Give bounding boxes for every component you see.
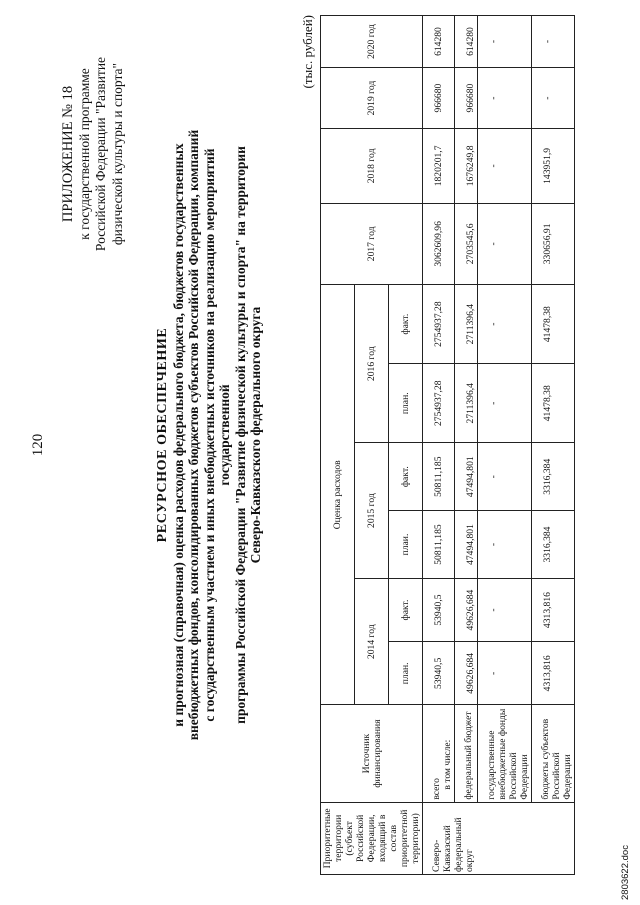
value-cell: 2711396,4	[455, 364, 478, 443]
value-cell: 2754937,28	[423, 364, 455, 443]
header-plan: плаи.	[389, 511, 423, 579]
table-row	[478, 16, 532, 875]
value-cell: 4313,816	[532, 642, 575, 705]
table-row	[532, 16, 575, 875]
value-cell: 49626,684	[455, 642, 478, 705]
value-cell: 1820201,7	[423, 129, 455, 204]
value-cell: -	[478, 129, 532, 204]
header-2018: 2018 год	[321, 129, 423, 204]
value-cell: 2703545,6	[455, 203, 478, 284]
value-cell: 4313,816	[532, 578, 575, 641]
value-cell: 50811,185	[423, 443, 455, 511]
value-cell: 3316,384	[532, 511, 575, 579]
title-line: и прогнозная (справочная) оценка расходов федерального бюджета, бюджетов государственных	[170, 143, 186, 727]
value-cell: 3316,384	[532, 443, 575, 511]
appendix-line: к государственной программе	[76, 68, 92, 240]
appendix-line: физической культуры и спорта"	[109, 62, 125, 246]
value-cell: -	[478, 203, 532, 284]
source-note: в том числе:	[442, 739, 453, 790]
value-cell: 41478,38	[532, 364, 575, 443]
value-cell: 330656,91	[532, 203, 575, 284]
file-code: 2803622.doc	[620, 845, 631, 900]
title-line: программы Российской Федерации "Развитие физической культуры и спорта" на территории	[232, 146, 248, 724]
header-2019: 2019 год	[321, 68, 423, 129]
page-number: 120	[30, 433, 46, 457]
units-label: (тыс. рублей)	[300, 15, 315, 89]
value-cell: 2754937,28	[423, 285, 455, 364]
value-cell: 47494,801	[455, 511, 478, 579]
title-line: Северо-Кавказского федерального округа	[248, 306, 263, 564]
header-plan: план.	[389, 364, 423, 443]
appendix-title: ПРИЛОЖЕНИЕ № 18	[60, 85, 76, 223]
title-line: с государственным участием и иных внебюджетных источников на реализацию мероприятий государственной	[201, 148, 232, 722]
title-line: внебюджетных фондов, консолидированных бюджетов субъектов Российской Федерации, компаний	[186, 129, 201, 741]
header-2015: 2015 год	[355, 443, 389, 579]
value-cell: -	[532, 16, 575, 68]
value-cell: 49626,684	[455, 578, 478, 641]
resource-table	[320, 15, 575, 875]
territory-cell: Северо-Кавказский федеральный округ	[423, 802, 575, 874]
source-cell: бюджеты субъектов Российской Федерации	[532, 705, 575, 802]
value-cell: 47494,801	[455, 443, 478, 511]
value-cell: 1676249,8	[455, 129, 478, 204]
appendix-line: Российской Федерации "Развитие	[93, 56, 108, 252]
title-heading: РЕСУРСНОЕ ОБЕСПЕЧЕНИЕ	[155, 327, 170, 543]
value-cell: 3062609,96	[423, 203, 455, 284]
value-cell: 41478,38	[532, 285, 575, 364]
value-cell: 53940,5	[423, 578, 455, 641]
value-cell: -	[478, 511, 532, 579]
header-2017: 2017 год	[321, 203, 423, 284]
header-2014: 2014 год	[355, 578, 389, 705]
header-fact: факт.	[389, 578, 423, 641]
value-cell: 53940,5	[423, 642, 455, 705]
value-cell: -	[478, 364, 532, 443]
header-2020: 2020 год	[321, 16, 423, 68]
header-source: Источник финансирования	[321, 705, 423, 802]
value-cell: 614280	[423, 16, 455, 68]
value-cell: -	[532, 68, 575, 129]
source-cell: государственные внебюджетные фонды Российской Федерации	[478, 705, 532, 802]
value-cell: 2711396,4	[455, 285, 478, 364]
appendix-block	[60, 9, 126, 299]
value-cell: -	[478, 285, 532, 364]
header-2016: 2016 год	[355, 285, 389, 443]
header-estimate: Оценка расходов	[321, 285, 355, 705]
value-cell: 143951,9	[532, 129, 575, 204]
value-cell: 966680	[423, 68, 455, 129]
header-fact: факт.	[389, 285, 423, 364]
table-row	[455, 16, 478, 875]
header-territory: Приоритетные территории (субъект Российской Федерации, входящий в состав приоритетной территории)	[321, 802, 423, 874]
header-fact: факт.	[389, 443, 423, 511]
document-title	[155, 125, 264, 745]
value-cell: -	[478, 443, 532, 511]
source-label: всего	[431, 778, 442, 800]
source-cell	[423, 705, 455, 802]
source-cell: федеральный бюджет	[455, 705, 478, 802]
table-row	[423, 16, 455, 875]
value-cell: -	[478, 642, 532, 705]
value-cell: 966680	[455, 68, 478, 129]
value-cell: 50811,185	[423, 511, 455, 579]
value-cell: -	[478, 68, 532, 129]
value-cell: 614280	[455, 16, 478, 68]
value-cell: -	[478, 578, 532, 641]
header-plan: план.	[389, 642, 423, 705]
value-cell: -	[478, 16, 532, 68]
